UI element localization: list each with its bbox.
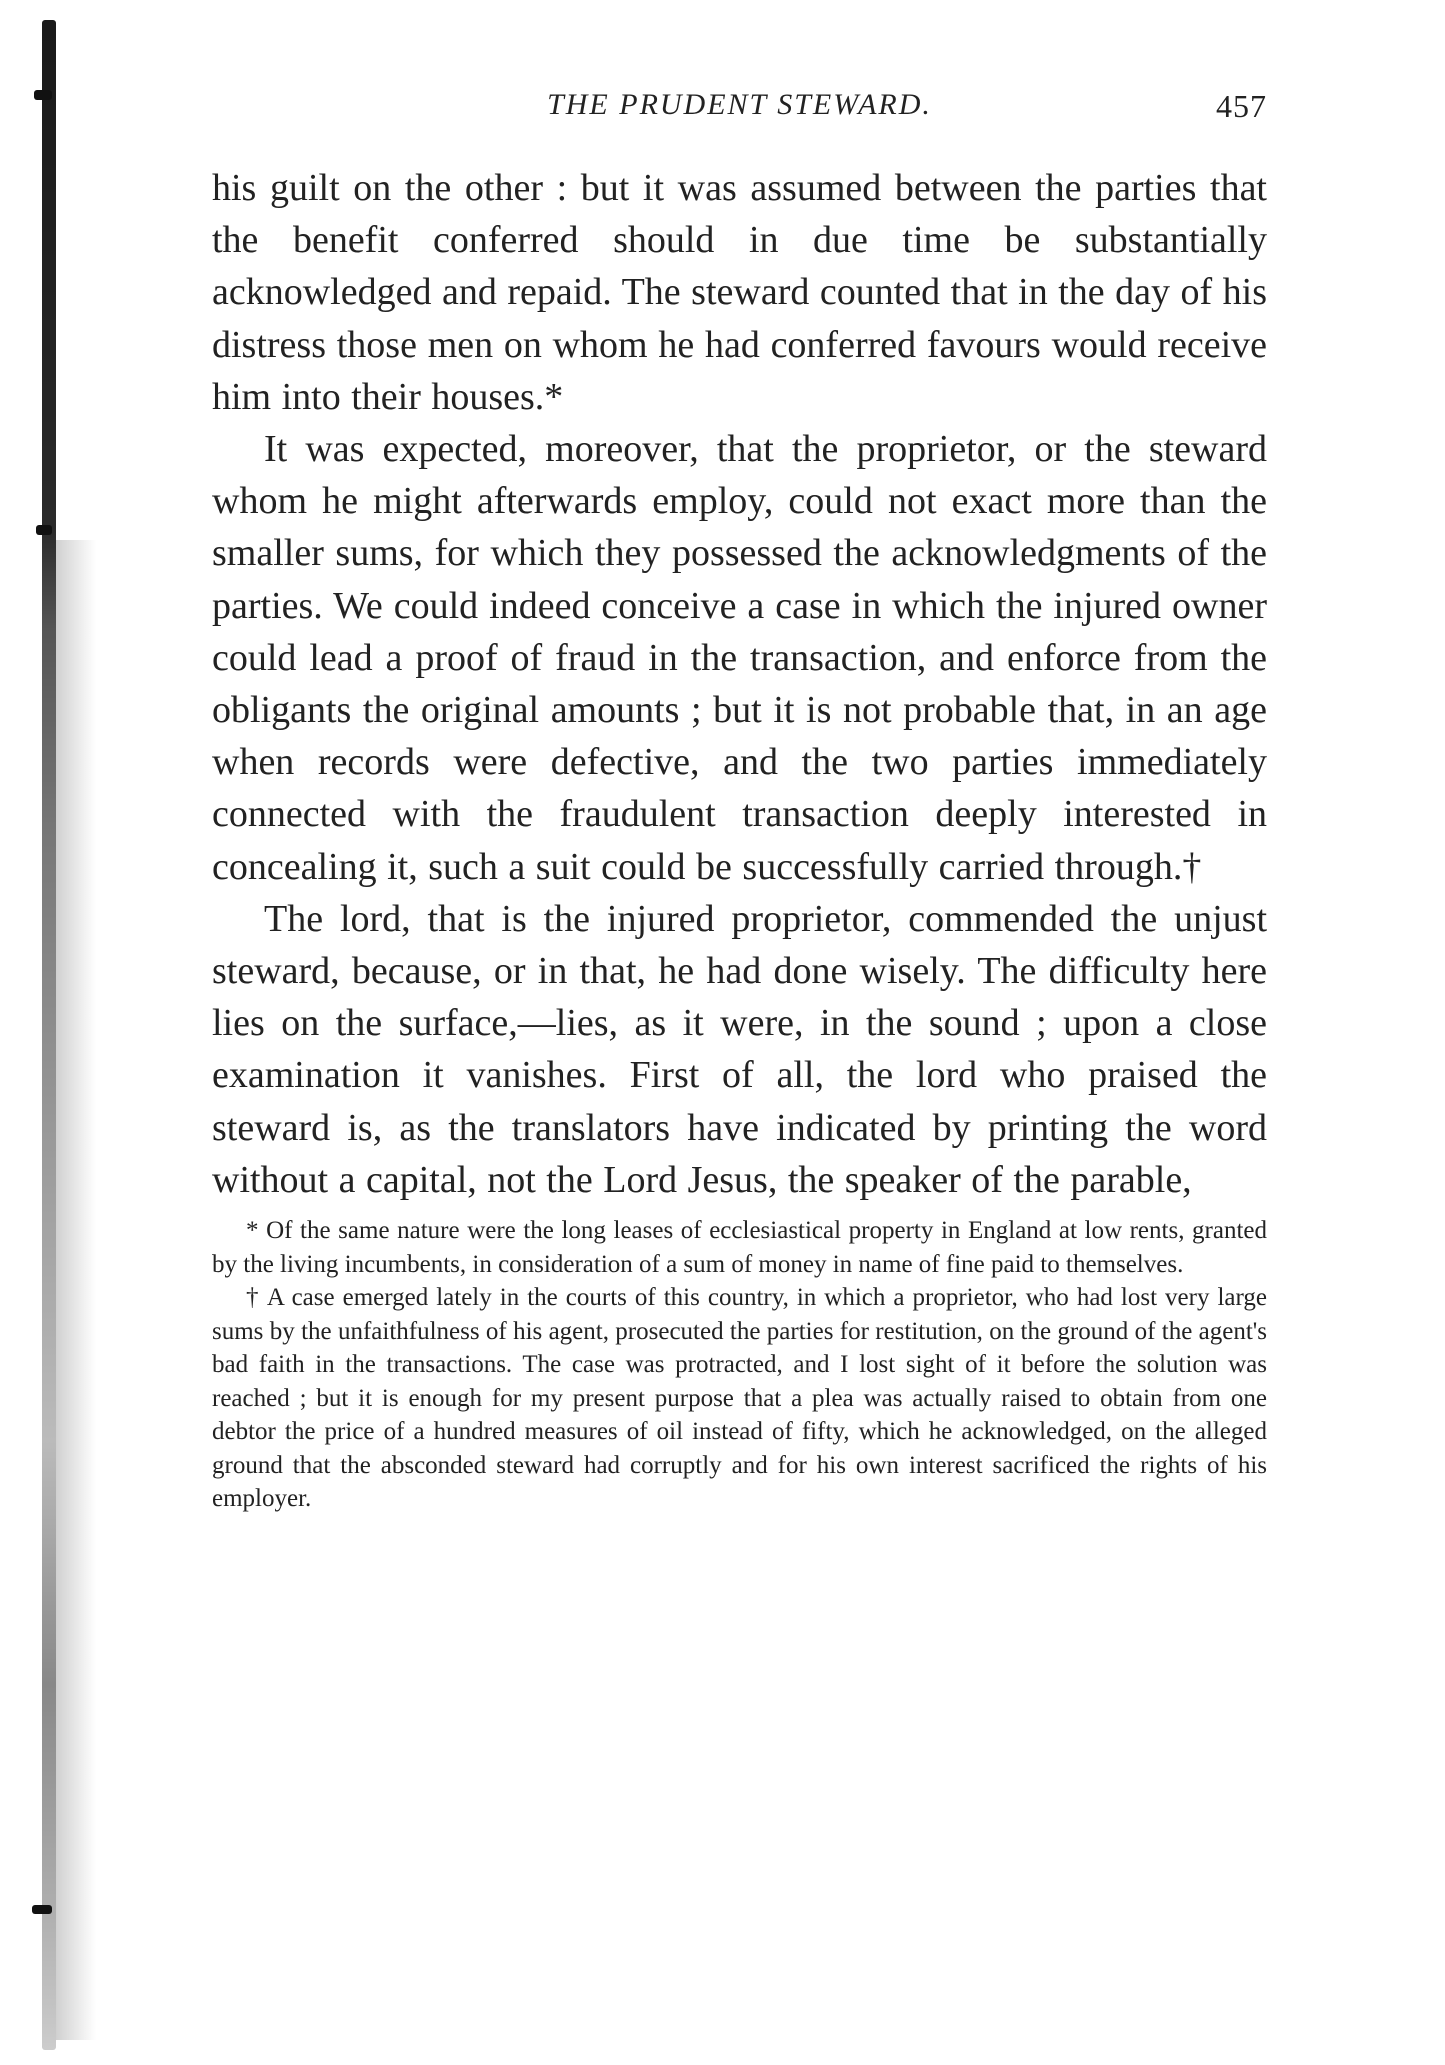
gutter-haze (56, 540, 96, 2040)
page-header (212, 82, 1267, 142)
footnotes (212, 1214, 1267, 1516)
paragraph: his guilt on the other : but it was assumed between the parties that the benefit conferred should in due time be substantially acknowledged and repaid. The steward counted that in the day of his distress those men on whom he had conferred favours would receive him into their houses.* (212, 167, 1267, 418)
paragraph: It was expected, moreover, that the proprietor, or the steward whom he might afterwards employ, could not exact more than the smaller sums, for which they possessed the acknowledgments of the parties. We could indeed conceive a case in which the injured owner could lead a proof of fraud in the transaction, and enforce from the obligants the original amounts ; but it is not probable that, in an age when records were defective, and the two parties immediately connected with the fraudulent transaction deeply interested in concealing it, such a suit could be successfully carried through.† (212, 428, 1267, 888)
gutter-mark (34, 90, 52, 100)
gutter-shadow (42, 20, 56, 2050)
body-text (212, 162, 1267, 1206)
footnote: † A case emerged lately in the courts of this country, in which a proprietor, who had lost very large sums by the unfaithfulness of his agent, prosecuted the parties for restitution, on the ground of the agent's bad faith in the transactions. The case was protracted, and I lost sight of it before the solution was reached ; but it is enough for my present purpose that a plea was actually raised to obtain from one debtor the price of a hundred measures of oil instead of fifty, which he acknowledged, on the alleged ground that the absconded steward had corruptly and for his own interest sacrificed the rights of his employer. (212, 1284, 1267, 1513)
gutter-mark (36, 525, 52, 535)
footnote: * Of the same nature were the long leases of ecclesiastical property in England at low rents, granted by the living incumbents, in consideration of a sum of money in name of fine paid to themselves. (212, 1217, 1267, 1278)
gutter-mark (32, 1905, 52, 1914)
paragraph: The lord, that is the injured proprietor, commended the unjust steward, because, or in that, he had done wisely. The difficulty here lies on the surface,—lies, as it were, in the sound ; upon a close examination it vanishes. First of all, the lord who praised the steward is, as the translators have indicated by printing the word without a capital, not the Lord Jesus, the speaker of the parable, (212, 897, 1267, 1201)
page-content (212, 82, 1267, 1516)
running-title: THE PRUDENT STEWARD. (547, 88, 932, 121)
page-number: 457 (1216, 88, 1267, 124)
binding-gutter (36, 20, 80, 2050)
